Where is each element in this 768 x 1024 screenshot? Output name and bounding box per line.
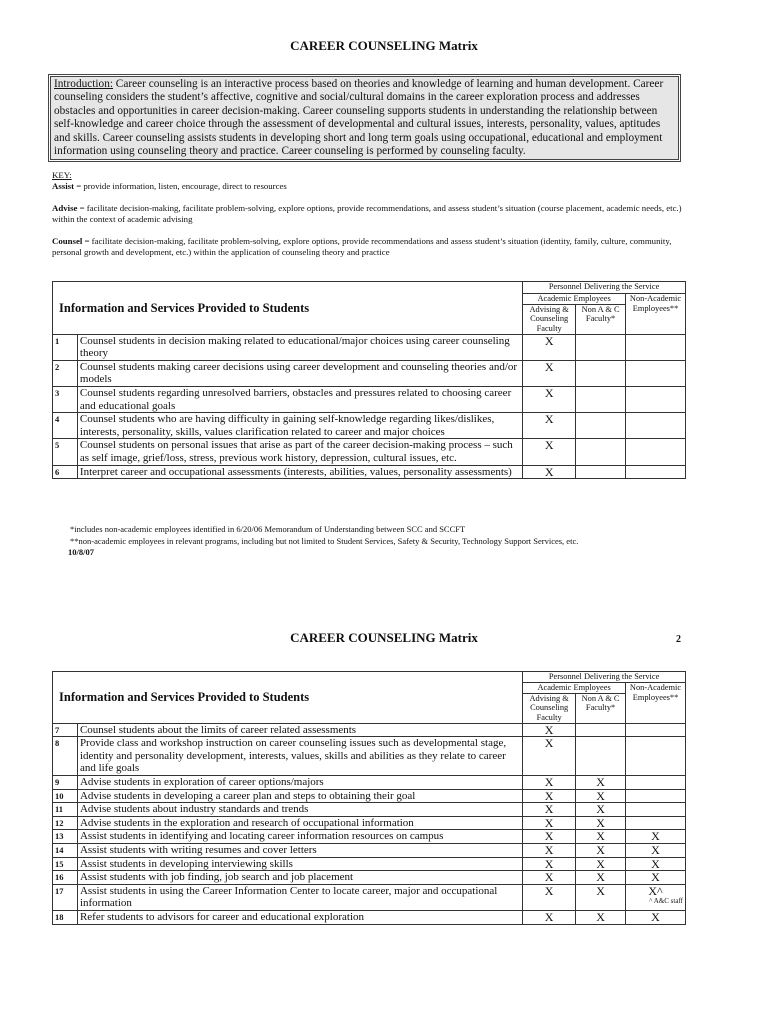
table-row bbox=[53, 465, 686, 479]
row-number: 4 bbox=[53, 413, 78, 439]
non-academic-mark bbox=[626, 386, 686, 412]
non-academic-mark: X bbox=[626, 830, 686, 844]
non-ac-faculty-mark: X bbox=[576, 871, 626, 885]
advising-faculty-mark: X bbox=[523, 789, 576, 803]
row-description: Counsel students about the limits of career related assessments bbox=[77, 723, 522, 737]
non-ac-faculty-mark bbox=[576, 334, 626, 360]
table2-header-col1: Advising & Counseling Faculty bbox=[523, 693, 576, 723]
row-description: Advise students about industry standards and trends bbox=[77, 803, 522, 817]
table-row bbox=[53, 857, 686, 871]
mark-note: ^ A&C staff bbox=[649, 897, 683, 906]
key-section bbox=[52, 170, 692, 258]
table-header-col2: Non A & C Faculty* bbox=[576, 304, 626, 334]
row-number: 16 bbox=[53, 871, 78, 885]
matrix-table-page2 bbox=[52, 671, 686, 925]
row-description: Counsel students who are having difficulty in gaining self-knowledge regarding likes/dislikes, interests, personality, skills, values clarification related to career and major choices bbox=[77, 413, 522, 439]
table2-header-col3: Non-Academic Employees** bbox=[626, 683, 686, 724]
non-academic-mark bbox=[626, 737, 686, 776]
non-ac-faculty-mark: X bbox=[576, 816, 626, 830]
advising-faculty-mark: X bbox=[523, 843, 576, 857]
table-row bbox=[53, 386, 686, 412]
table-row bbox=[53, 737, 686, 776]
row-number: 2 bbox=[53, 360, 78, 386]
advising-faculty-mark: X bbox=[523, 439, 576, 465]
footnote-1: *includes non-academic employees identified in 6/20/06 Memorandum of Understanding between SCC and SCCFT bbox=[70, 524, 466, 534]
row-number: 9 bbox=[53, 775, 78, 789]
key-assist bbox=[52, 181, 692, 192]
non-ac-faculty-mark bbox=[576, 465, 626, 479]
table-row bbox=[53, 830, 686, 844]
table-row bbox=[53, 803, 686, 817]
table-header-col3: Non-Academic Employees** bbox=[626, 294, 686, 335]
table-header-academic: Academic Employees bbox=[523, 294, 626, 305]
row-number: 15 bbox=[53, 857, 78, 871]
advising-faculty-mark: X bbox=[523, 857, 576, 871]
non-ac-faculty-mark: X bbox=[576, 789, 626, 803]
table-row bbox=[53, 910, 686, 924]
row-number: 12 bbox=[53, 816, 78, 830]
row-description: Counsel students regarding unresolved barriers, obstacles and pressures related to choosing career and educational goals bbox=[77, 386, 522, 412]
non-academic-mark: X bbox=[626, 871, 686, 885]
advising-faculty-mark: X bbox=[523, 910, 576, 924]
footnotes bbox=[70, 524, 578, 547]
row-number: 14 bbox=[53, 843, 78, 857]
advising-faculty-mark: X bbox=[523, 360, 576, 386]
non-academic-mark bbox=[626, 816, 686, 830]
non-ac-faculty-mark: X bbox=[576, 884, 626, 910]
key-advise bbox=[52, 203, 692, 226]
table-row bbox=[53, 413, 686, 439]
row-description: Refer students to advisors for career and educational exploration bbox=[77, 910, 522, 924]
non-ac-faculty-mark: X bbox=[576, 803, 626, 817]
row-description: Counsel students making career decisions using career development and counseling theories and/or models bbox=[77, 360, 522, 386]
advising-faculty-mark: X bbox=[523, 775, 576, 789]
non-academic-mark bbox=[626, 413, 686, 439]
non-ac-faculty-mark: X bbox=[576, 857, 626, 871]
row-description: Counsel students in decision making related to educational/major choices using career counseling theory bbox=[77, 334, 522, 360]
row-number: 7 bbox=[53, 723, 78, 737]
row-number: 13 bbox=[53, 830, 78, 844]
advising-faculty-mark: X bbox=[523, 413, 576, 439]
row-description: Assist students in using the Career Information Center to locate career, major and occupational information bbox=[77, 884, 522, 910]
document-date: 10/8/07 bbox=[68, 547, 94, 557]
row-number: 6 bbox=[53, 465, 78, 479]
non-ac-faculty-mark bbox=[576, 737, 626, 776]
key-label: KEY: bbox=[52, 170, 72, 180]
table-row bbox=[53, 884, 686, 910]
table-row bbox=[53, 723, 686, 737]
key-counsel bbox=[52, 236, 692, 259]
advising-faculty-mark: X bbox=[523, 465, 576, 479]
row-number: 5 bbox=[53, 439, 78, 465]
row-description: Assist students in developing interviewing skills bbox=[77, 857, 522, 871]
non-academic-mark: X bbox=[626, 843, 686, 857]
non-academic-mark bbox=[626, 789, 686, 803]
advising-faculty-mark: X bbox=[523, 737, 576, 776]
non-academic-mark bbox=[626, 360, 686, 386]
table2-header-personnel: Personnel Delivering the Service bbox=[523, 672, 686, 683]
row-description: Advise students in the exploration and research of occupational information bbox=[77, 816, 522, 830]
table-row bbox=[53, 439, 686, 465]
table-row bbox=[53, 871, 686, 885]
non-academic-mark: X bbox=[626, 857, 686, 871]
non-academic-mark bbox=[626, 803, 686, 817]
row-number: 1 bbox=[53, 334, 78, 360]
row-description: Advise students in exploration of career options/majors bbox=[77, 775, 522, 789]
row-description: Assist students with job finding, job search and job placement bbox=[77, 871, 522, 885]
advising-faculty-mark: X bbox=[523, 816, 576, 830]
non-academic-mark bbox=[626, 775, 686, 789]
row-description: Counsel students on personal issues that arise as part of the career decision-making process – such as self image, grief/loss, stress, previous work history, depression, cultural issues, etc. bbox=[77, 439, 522, 465]
table-row bbox=[53, 775, 686, 789]
counsel-term: Counsel bbox=[52, 235, 83, 246]
advise-term: Advise bbox=[52, 202, 78, 213]
table2-header-main: Information and Services Provided to Students bbox=[53, 672, 523, 724]
counsel-definition: = facilitate decision-making, facilitate problem-solving, explore options, provide recommendations and assess student’s situation (identity, family, culture, community, personal growth and development, etc.) within the application of counseling theory and practice bbox=[52, 235, 672, 258]
advising-faculty-mark: X bbox=[523, 723, 576, 737]
row-number: 17 bbox=[53, 884, 78, 910]
advise-definition: = facilitate decision-making, facilitate problem-solving, explore options, provide recommendations, and assess student’s situation (course placement, academic needs, etc.) within the context of academic advising bbox=[52, 202, 682, 225]
non-ac-faculty-mark: X bbox=[576, 843, 626, 857]
row-number: 11 bbox=[53, 803, 78, 817]
non-academic-mark: X^ ^ A&C staff bbox=[626, 884, 686, 910]
row-description: Interpret career and occupational assessments (interests, abilities, values, personality assessments) bbox=[77, 465, 522, 479]
table2-header-academic: Academic Employees bbox=[523, 683, 626, 694]
matrix-table-page1 bbox=[52, 281, 686, 479]
non-ac-faculty-mark bbox=[576, 723, 626, 737]
table-header-personnel: Personnel Delivering the Service bbox=[523, 282, 686, 294]
non-academic-mark bbox=[626, 723, 686, 737]
non-academic-mark bbox=[626, 465, 686, 479]
page2-title: CAREER COUNSELING Matrix bbox=[290, 630, 478, 645]
row-number: 3 bbox=[53, 386, 78, 412]
row-description: Assist students in identifying and locating career information resources on campus bbox=[77, 830, 522, 844]
row-number: 8 bbox=[53, 737, 78, 776]
introduction-label: Introduction: bbox=[54, 78, 113, 90]
row-description: Advise students in developing a career plan and steps to obtaining their goal bbox=[77, 789, 522, 803]
non-ac-faculty-mark: X bbox=[576, 910, 626, 924]
non-ac-faculty-mark bbox=[576, 386, 626, 412]
table2-header-col2: Non A & C Faculty* bbox=[576, 693, 626, 723]
non-ac-faculty-mark bbox=[576, 360, 626, 386]
non-ac-faculty-mark: X bbox=[576, 830, 626, 844]
row-description: Provide class and workshop instruction on career counseling issues such as developmental stage, identity and personality development, interests, values, skills and abilities as they relate to career and life goals bbox=[77, 737, 522, 776]
row-description: Assist students with writing resumes and cover letters bbox=[77, 843, 522, 857]
table-row bbox=[53, 334, 686, 360]
non-ac-faculty-mark bbox=[576, 439, 626, 465]
advising-faculty-mark: X bbox=[523, 884, 576, 910]
page-title: CAREER COUNSELING Matrix bbox=[290, 38, 478, 53]
page-number: 2 bbox=[676, 634, 681, 645]
non-academic-mark bbox=[626, 334, 686, 360]
table-row bbox=[53, 843, 686, 857]
table-header-main: Information and Services Provided to Students bbox=[53, 282, 523, 335]
non-academic-mark: X bbox=[626, 910, 686, 924]
table-row bbox=[53, 789, 686, 803]
advising-faculty-mark: X bbox=[523, 386, 576, 412]
non-academic-mark bbox=[626, 439, 686, 465]
row-number: 10 bbox=[53, 789, 78, 803]
introduction-text: Career counseling is an interactive process based on theories and knowledge of learning and human development. Career counseling considers the student’s affective, cognitive and social/cultural domains in the career exploration process and addresses obstacles and opportunities in career decision-making. Career counseling supports students in understanding the relationship between self-knowledge and career choice through the assessment of developmental and cultural issues, interests, personality, values, aptitudes and skills. Career counseling assists students in developing short and long term goals using occupational, educational and employment information using counseling theory and practice. Career counseling is performed by counseling faculty. bbox=[54, 78, 664, 158]
advising-faculty-mark: X bbox=[523, 803, 576, 817]
assist-definition: = provide information, listen, encourage, direct to resources bbox=[74, 181, 287, 192]
non-ac-faculty-mark: X bbox=[576, 775, 626, 789]
table-row bbox=[53, 360, 686, 386]
footnote-2: **non-academic employees in relevant programs, including but not limited to Student Services, Safety & Security, Technology Support Services, etc. bbox=[70, 535, 579, 546]
advising-faculty-mark: X bbox=[523, 871, 576, 885]
non-ac-faculty-mark bbox=[576, 413, 626, 439]
table-row bbox=[53, 816, 686, 830]
advising-faculty-mark: X bbox=[523, 830, 576, 844]
advising-faculty-mark: X bbox=[523, 334, 576, 360]
row-number: 18 bbox=[53, 910, 78, 924]
table-header-col1: Advising & Counseling Faculty bbox=[523, 304, 576, 334]
introduction-box bbox=[50, 76, 679, 160]
assist-term: Assist bbox=[52, 181, 74, 192]
